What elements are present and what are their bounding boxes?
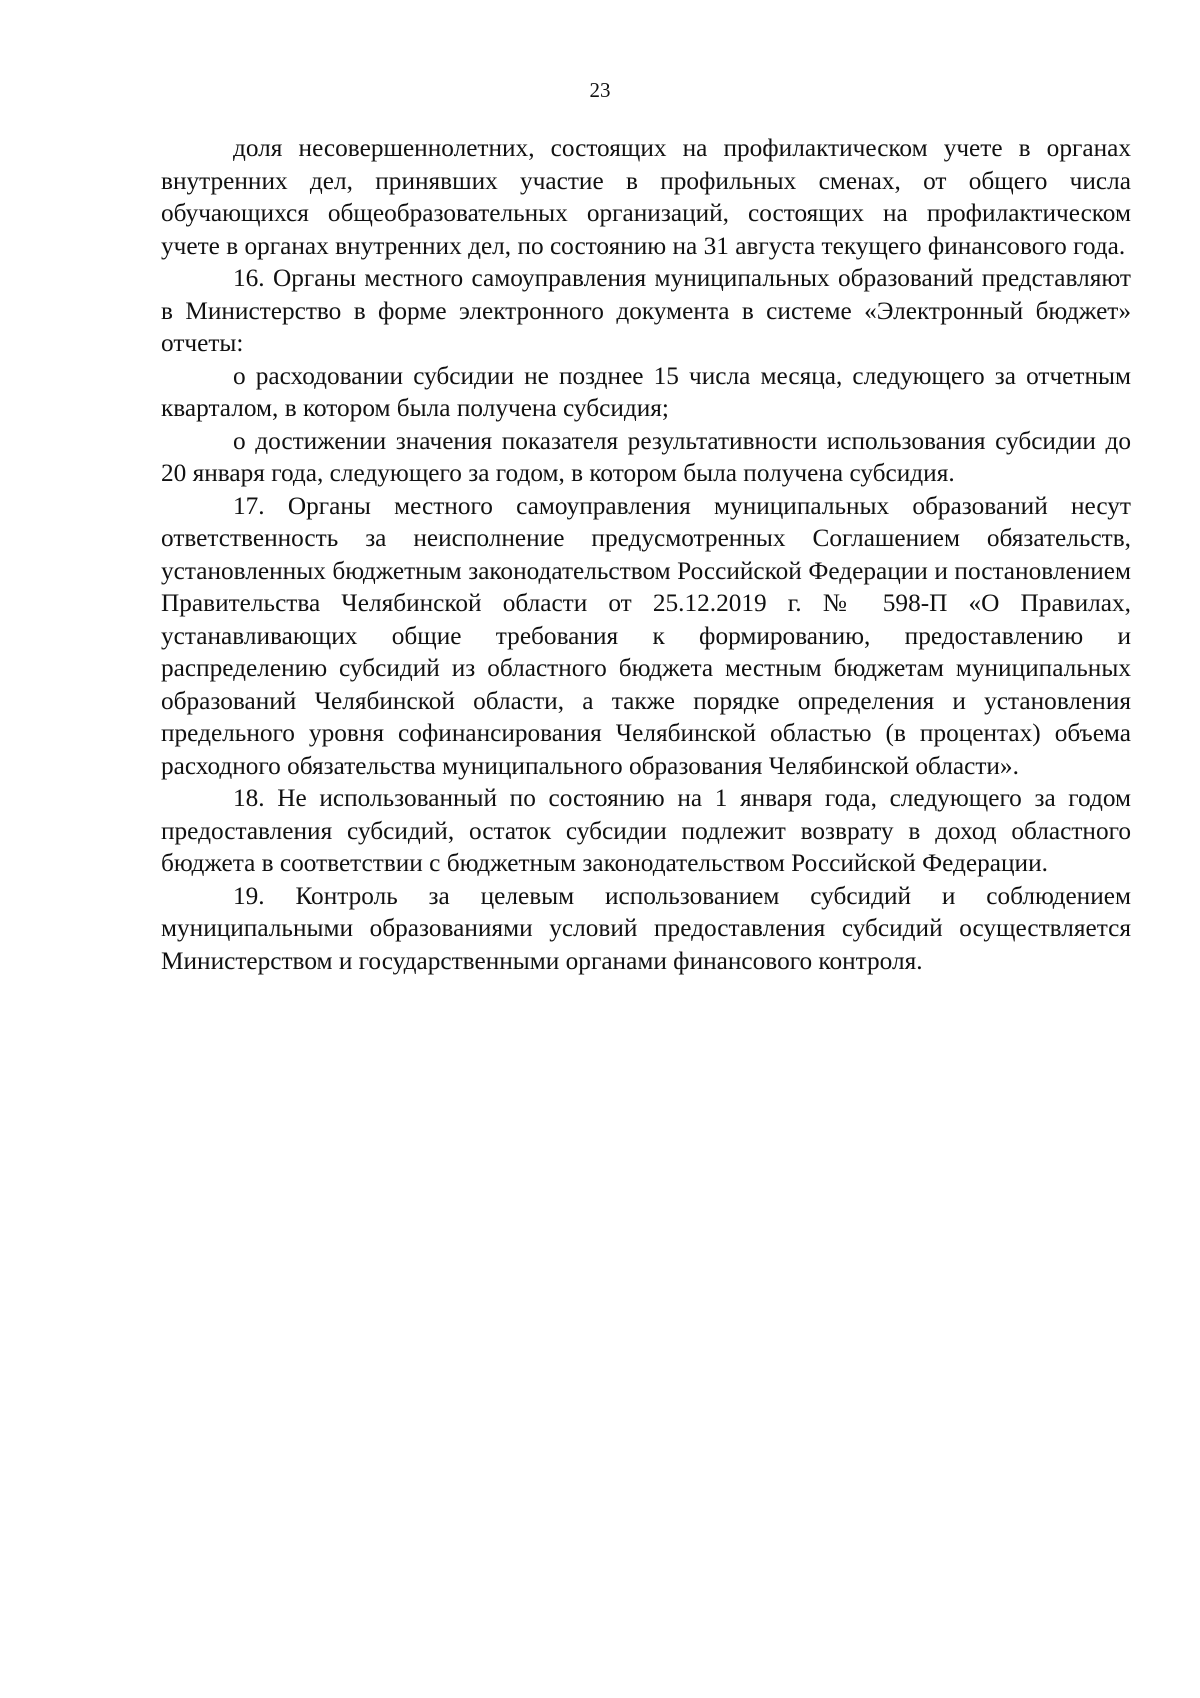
- paragraph-indicator-continuation: доля несовершеннолетних, состоящих на профилактическом учете в органах внутренних дел, принявших участие в профильных сменах, от общего числа обучающихся общеобразовательных организаций, состоящих на профилактическом учете в органах внутренних дел, по состоянию на 31 августа текущего финансового года.: [161, 134, 1131, 260]
- paragraph-17-responsibility: 17. Органы местного самоуправления муниципальных образований несут ответственность за неисполнение предусмотренных Соглашением обязательств, установленных бюджетным законодательством Российской Федерации и постановлением Правительства Челябинской области от 25.12.2019 г. № 598-П «О Правилах, устанавливающих общие требования к формированию, предоставлению и распределению субсидий из областного бюджета местным бюджетам муниципальных образований Челябинской области, а также порядке определения и установления предельного уровня софинансирования Челябинской областью (в процентах) объема расходного обязательства муниципального образования Челябинской области».: [161, 491, 1131, 780]
- paragraph-19-control: 19. Контроль за целевым использованием субсидий и соблюдением муниципальными образованиями условий предоставления субсидий осуществляется Министерством и государственными органами финансового контроля.: [161, 881, 1131, 975]
- page-number: 23: [589, 78, 611, 102]
- paragraph-18-return: 18. Не использованный по состоянию на 1 января года, следующего за годом предоставления субсидий, остаток субсидии подлежит возврату в доход областного бюджета в соответствии с бюджетным законодательством Российской Федерации.: [161, 784, 1131, 877]
- document-body: [161, 132, 1131, 977]
- paragraph-16-reports: 16. Органы местного самоуправления муниципальных образований представляют в Министерство в форме электронного документа в системе «Электронный бюджет» отчеты:: [161, 264, 1131, 357]
- paragraph-report-results: о достижении значения показателя результативности использования субсидии до 20 января года, следующего за годом, в котором была получена субсидия.: [161, 426, 1131, 487]
- paragraph-report-spending: о расходовании субсидии не позднее 15 числа месяца, следующего за отчетным кварталом, в котором была получена субсидия;: [161, 361, 1131, 422]
